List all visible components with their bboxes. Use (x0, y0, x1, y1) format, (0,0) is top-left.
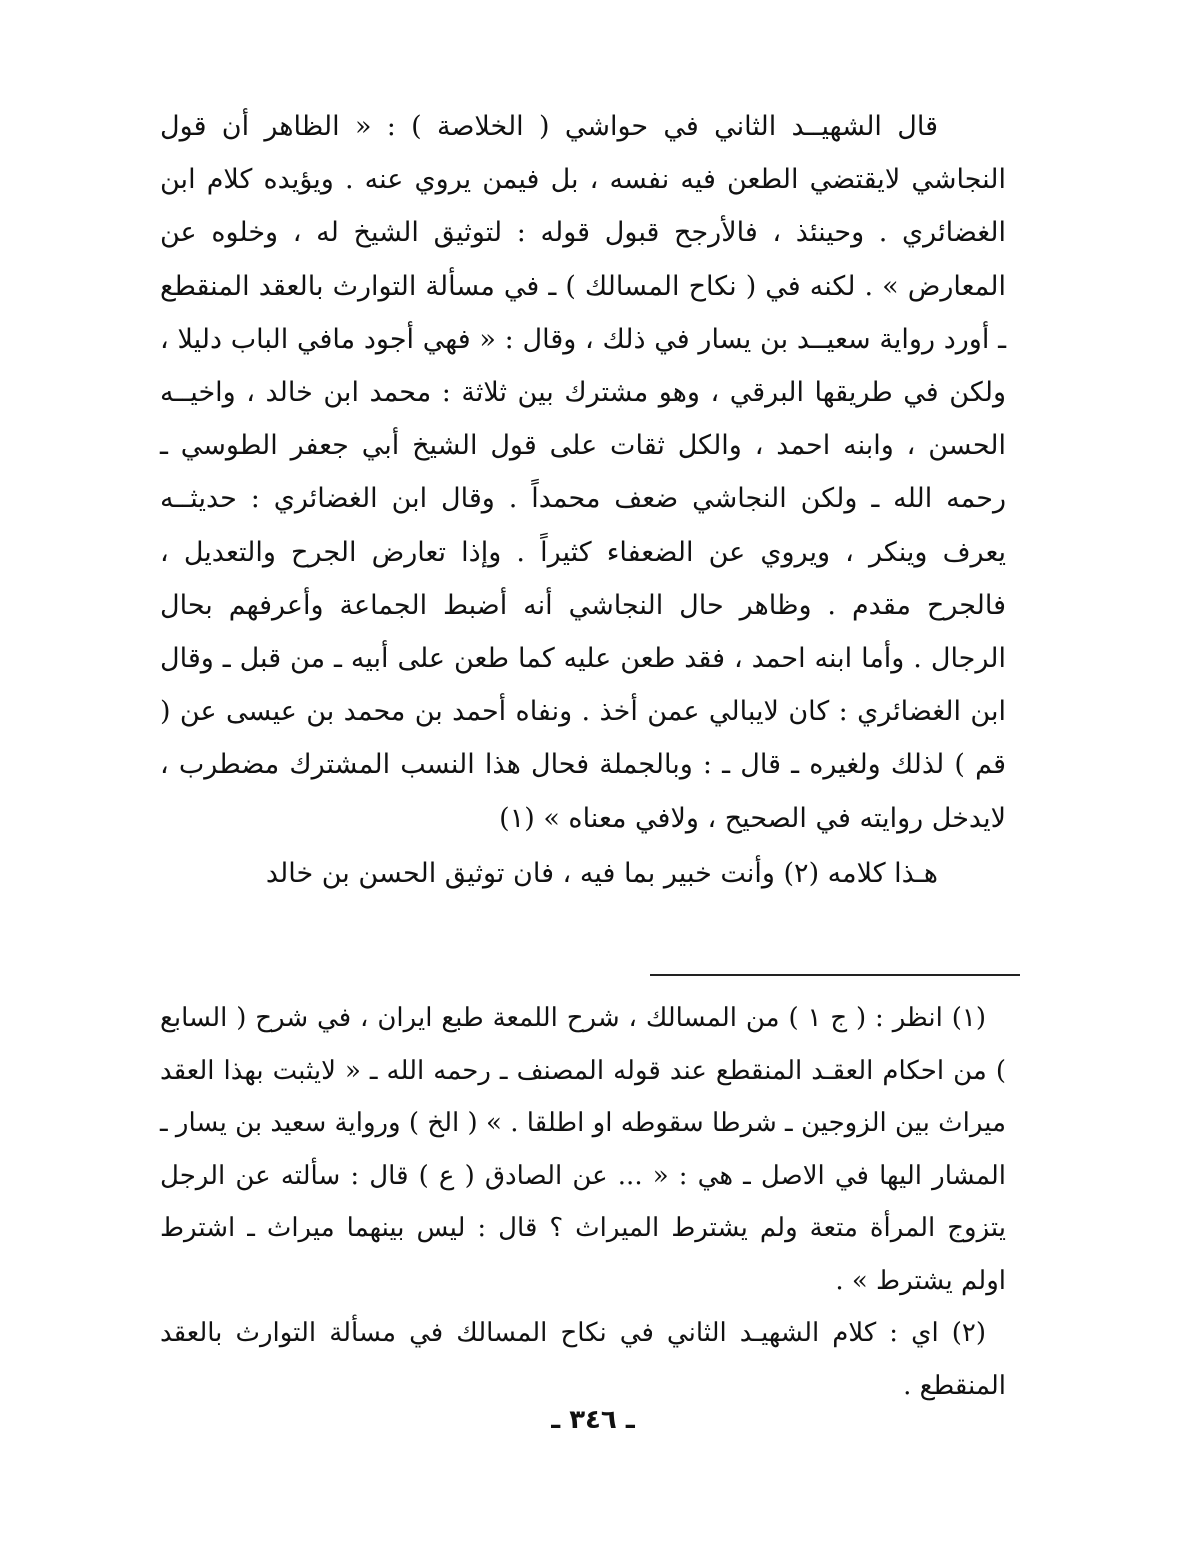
footnote-divider (650, 974, 1020, 976)
page-number: ـ ٣٤٦ ـ (551, 1405, 635, 1435)
footnotes (160, 992, 1006, 1412)
footnote-1: (١) انظر : ( ج ١ ) من المسالك ، شرح اللمعة طبع ايران ، في شرح ( السابع ) من احكام العقـد المنقطع عند قوله المصنف ـ رحمه الله ـ « لايثبت بهذا العقد ميراث بين الزوجين ـ شرطا سقوطه او اطلقا . » ( الخ ) ورواية سعيد بن يسار ـ المشار اليها في الاصل ـ هي : « ... عن الصادق ( ع ) قال : سألته عن الرجل يتزوج المرأة متعة ولم يشترط الميراث ؟ قال : ليس بينهما ميراث ـ اشترط اولم يشترط » . (160, 1003, 1006, 1296)
footnote-2: (٢) اي : كلام الشهيـد الثاني في نكاح المسالك في مسألة التوارث بالعقد المنقطع . (160, 1318, 1006, 1401)
main-paragraph: قال الشهيــد الثاني في حواشي ( الخلاصة ) : « الظاهر أن قول النجاشي لايقتضي الطعن فيه نفسه ، بل فيمن يروي عنه . ويؤيده كلام ابن الغضائري . وحينئذ ، فالأرجح قبول قوله : لتوثيق الشيخ له ، وخلوه عن المعارض » . لكنه في ( نكاح المسالك ) ـ في مسألة التوارث بالعقد المنقطع ـ أورد رواية سعيــد بن يسار في ذلك ، وقال : « فهي أجود مافي الباب دليلا ، ولكن في طريقها البرقي ، وهو مشترك بين ثلاثة : محمد ابن خالد ، واخيــه الحسن ، وابنه احمد ، والكل ثقات على قول الشيخ أبي جعفر الطوسي ـ رحمه الله ـ ولكن النجاشي ضعف محمداً . وقال ابن الغضائري : حديثــه يعرف وينكر ، ويروي عن الضعفاء كثيراً . وإذا تعارض الجرح والتعديل ، فالجرح مقدم . وظاهر حال النجاشي أنه أضبط الجماعة وأعرفهم بحال الرجال . وأما ابنه احمد ، فقد طعن عليه كما طعن على أبيه ـ من قبل ـ وقال ابن الغضائري : كان لايبالي عمن أخذ . ونفاه أحمد بن محمد بن عيسى عن ( قم ) لذلك ولغيره ـ قال ـ : وبالجملة فحال هذا النسب المشترك مضطرب ، لايدخل روايته في الصحيح ، ولافي معناه » (١) (160, 111, 1006, 834)
main-paragraph-continuation: هـذا كلامه (٢) وأنت خبير بما فيه ، فان توثيق الحسن بن خالد (265, 857, 938, 889)
main-text (160, 100, 1006, 900)
